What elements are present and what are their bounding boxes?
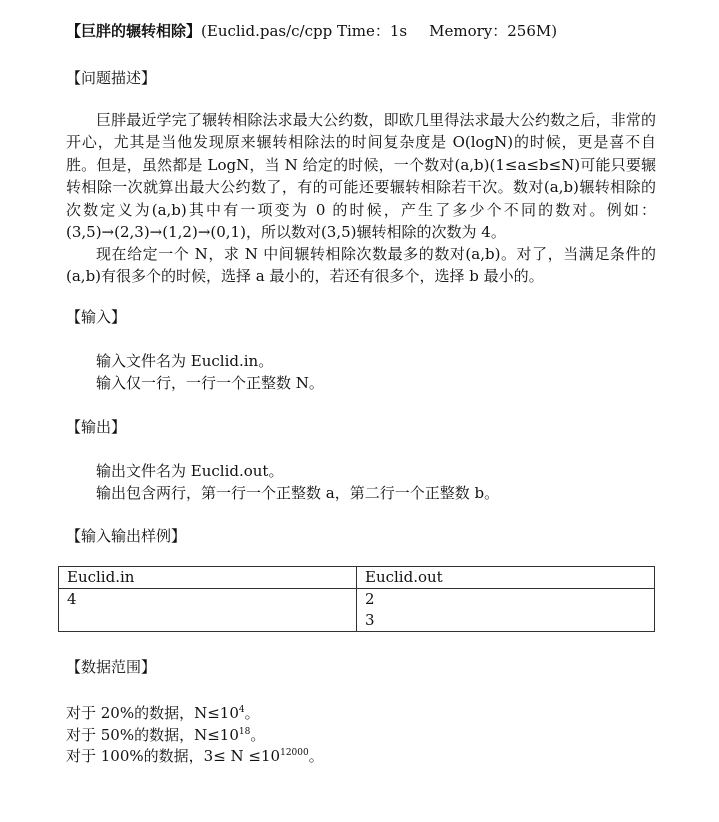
sample-input-line: 4 — [67, 590, 77, 608]
problem-title — [66, 20, 557, 41]
sample-output-cell — [357, 589, 655, 632]
problem-task: 现在给定一个 N，求 N 中间辗转相除次数最多的数对(a,b)。对了，当满足条件的(a,b)有很多个的时候，选择 a 最小的，若还有很多个，选择 b 最小的。 — [66, 245, 656, 286]
range-item-20: 对于 20%的数据，$N\le 10^4$。 — [66, 704, 260, 722]
sample-table-header — [59, 567, 655, 589]
sample-table-row — [59, 589, 655, 632]
sample-output-header: Euclid.out — [357, 567, 655, 589]
problem-name: 【巨胖的辗转相除】 — [66, 22, 202, 40]
problem-description: 巨胖最近学完了辗转相除法求最大公约数，即欧几里得法求最大公约数之后，非常的开心，尤其是当他发现原来辗转相除法的时间复杂度是 O(logN)的时候，更是喜不自胜。但是，虽然都是 LogN，当 N 给定的时候，一个数对(a,b)(1≤a≤b≤N)可能只要辗转相除一次就算出最大公约数了，有的可能还要辗转相除若干次。数对(a,b)辗转相除的次数定义为(a,b)其中有一项变为 0 的时候，产生了多少个不同的数对。例如：(3,5)→(2,3)→(1,2)→(0,1)，所以数对(3,5)辗转相除的次数为 4。 — [66, 111, 656, 242]
sample-output-line: 3 — [365, 611, 375, 629]
file-info: (Euclid.pas/c/cpp Time：1s — [201, 22, 408, 40]
heading-problem: 【问题描述】 — [66, 69, 157, 87]
sample-output-line: 2 — [365, 590, 375, 608]
sample-input-header: Euclid.in — [59, 567, 357, 589]
output-format: 输出包含两行，第一行一个正整数 a，第二行一个正整数 b。 — [96, 484, 500, 502]
sample-input-cell — [59, 589, 357, 632]
heading-range: 【数据范围】 — [66, 658, 157, 676]
heading-output: 【输出】 — [66, 418, 127, 436]
range-item-50: 对于 50%的数据，$N\le 10^{18}$。 — [66, 726, 266, 744]
sample-table — [58, 566, 655, 632]
input-filename: 输入文件名为 Euclid.in。 — [96, 352, 274, 370]
heading-input: 【输入】 — [66, 308, 127, 326]
output-filename: 输出文件名为 Euclid.out。 — [96, 462, 284, 480]
range-item-100: 对于 100%的数据，$3\le N \le 10^{12000}$。 — [66, 747, 324, 765]
memory-limit: Memory：256M) — [429, 22, 558, 40]
input-format: 输入仅一行，一行一个正整数 N。 — [96, 374, 324, 392]
heading-sample: 【输入输出样例】 — [66, 527, 187, 545]
